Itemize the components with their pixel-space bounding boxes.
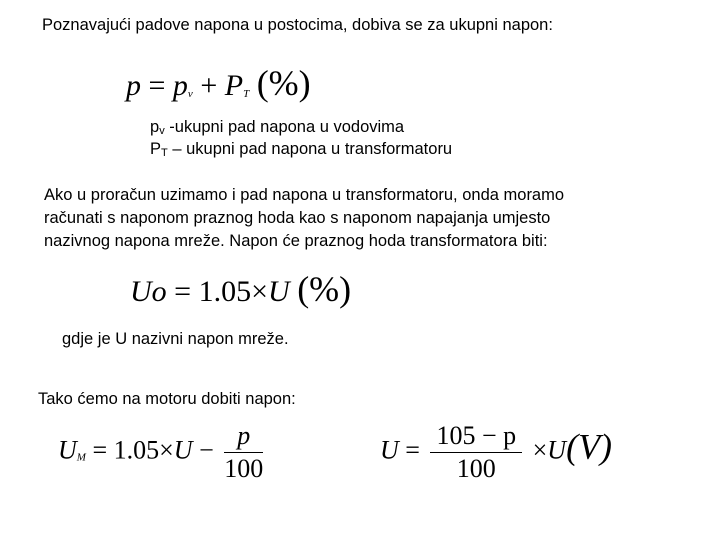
equation-total-drop: $p = p_v + P_T$ (%) bbox=[126, 63, 311, 103]
motor-text: Tako ćemo na motoru dobiti napon: bbox=[38, 390, 296, 408]
equation-motor-voltage: $U_M = 1.05\times U$ − $\frac{p}{100}$ bbox=[58, 421, 264, 483]
where-text: gdje je U nazivni napon mreže. bbox=[62, 330, 289, 348]
intro-text: Poznavajući padove napona u postocima, dobiva se za ukupni napon: bbox=[42, 16, 553, 34]
definition-pt: $P_T$ – ukupni pad napona u transformatoru bbox=[150, 140, 453, 159]
fraction-105-minus-p-over-100: $\frac{105 - p}{100}$ bbox=[430, 420, 522, 485]
fraction-p-over-100: $\frac{p}{100}$ bbox=[224, 421, 264, 483]
paragraph-line-2: računati s naponom praznog hoda kao s naponom napajanja umjesto bbox=[44, 209, 551, 227]
definition-pv: $p_v$ -ukupni pad napona u vodovima bbox=[150, 118, 405, 137]
equation-no-load-voltage: Uo = 1.05×U (%) bbox=[130, 269, 352, 309]
equation-voltage-formula: U = $\frac{105 - p}{100}$ ×U(V) bbox=[380, 421, 613, 483]
paragraph-line-3: nazivnog napona mreže. Napon će praznog hoda transformatora biti: bbox=[44, 232, 548, 250]
paragraph-line-1: Ako u proračun uzimamo i pad napona u transformatoru, onda moramo bbox=[44, 186, 565, 204]
